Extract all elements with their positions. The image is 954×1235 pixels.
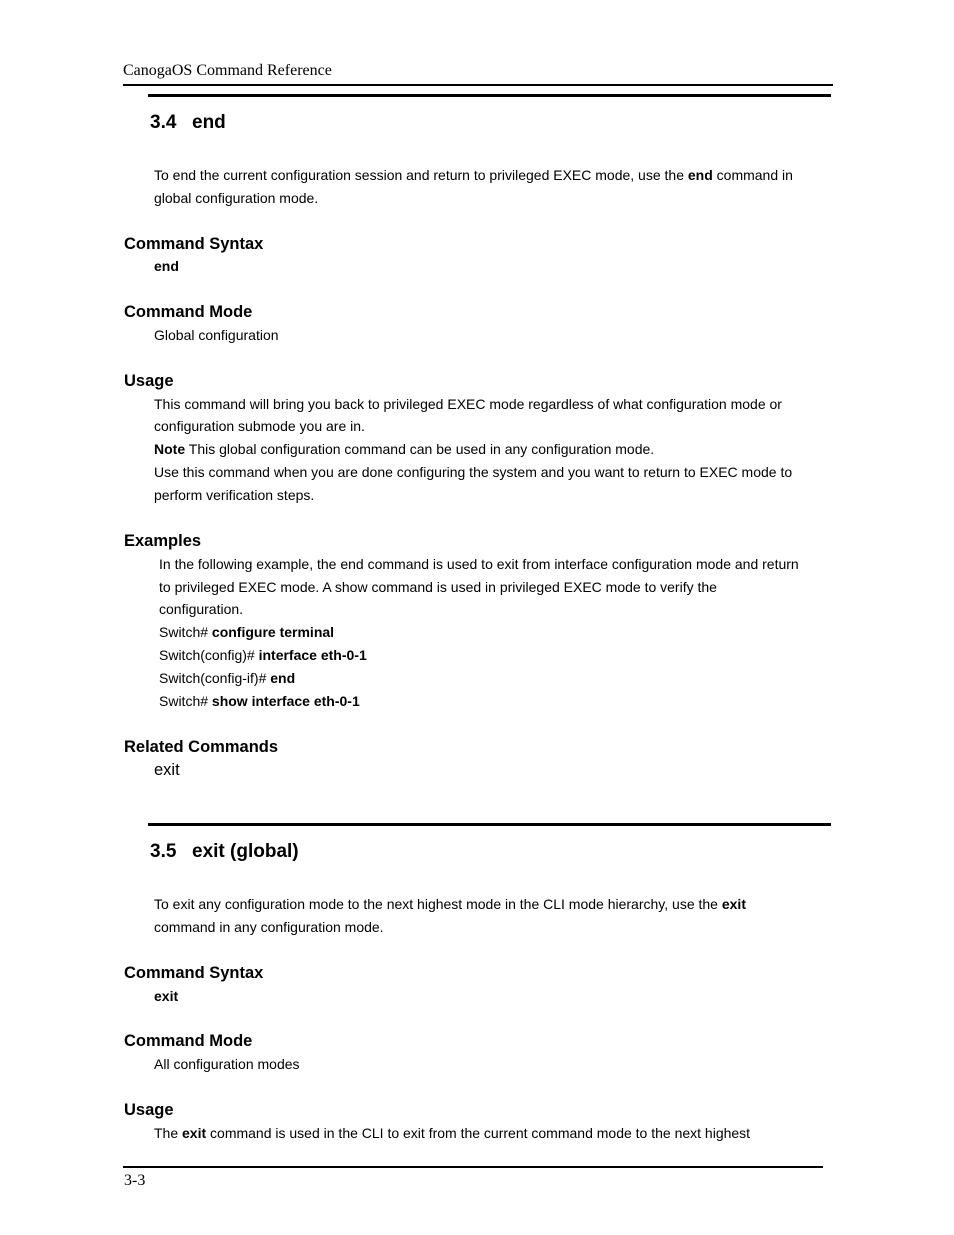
cli-line: [159, 621, 334, 644]
cli-command: configure terminal: [211, 624, 335, 640]
usage-line: configuration submode you are in.: [154, 418, 365, 434]
usage-text-tail: command is used in the CLI to exit from the current command mode to the next highest: [206, 1125, 751, 1141]
command-syntax: exit: [154, 988, 179, 1004]
footer-rule: [123, 1166, 823, 1168]
usage-command: exit: [182, 1125, 207, 1141]
section-heading: [150, 112, 226, 134]
command-syntax-heading: Command Syntax: [124, 235, 264, 253]
section-title: end: [192, 112, 226, 133]
usage-text: The: [154, 1125, 183, 1141]
cli-command: end: [270, 670, 296, 686]
usage-heading: Usage: [124, 372, 174, 390]
examples-line: In the following example, the end command is used to exit from interface configuration mode and return: [159, 556, 799, 572]
section-rule: [148, 94, 831, 97]
intro-paragraph-line2: command in any configuration mode.: [154, 919, 384, 935]
command-mode: Global configuration: [154, 327, 279, 343]
intro-text: To end the current configuration session and return to privileged EXEC mode, use the: [154, 167, 688, 183]
command-mode: All configuration modes: [154, 1056, 300, 1072]
command-mode-heading: Command Mode: [124, 303, 253, 321]
cli-prompt: Switch(config)#: [159, 647, 259, 663]
section-title: exit (global): [192, 841, 299, 862]
intro-command: exit: [721, 896, 746, 912]
cli-prompt: Switch#: [159, 693, 212, 709]
header-rule: [123, 84, 833, 86]
intro-paragraph: [154, 893, 746, 916]
usage-line: This command will bring you back to privileged EXEC mode regardless of what configuration mode or: [154, 396, 782, 412]
section-heading: [150, 841, 299, 863]
page-number: 3-3: [124, 1172, 146, 1189]
intro-text: To exit any configuration mode to the next highest mode in the CLI mode hierarchy, use the: [154, 896, 722, 912]
usage-note: [154, 438, 654, 461]
cli-command: show interface eth-0-1: [211, 693, 360, 709]
cli-prompt: Switch(config-if)#: [159, 670, 271, 686]
intro-command: end: [687, 167, 713, 183]
usage-line: [154, 1122, 750, 1145]
command-syntax-heading: Command Syntax: [124, 964, 264, 982]
cli-line: [159, 667, 295, 690]
intro-text-tail: command in: [712, 167, 793, 183]
related-command: exit: [154, 761, 180, 779]
section-number: 3.5: [150, 841, 177, 862]
usage-line: Use this command when you are done configuring the system and you want to return to EXEC mode to: [154, 464, 793, 480]
intro-paragraph-line2: global configuration mode.: [154, 190, 319, 206]
cli-prompt: Switch#: [159, 624, 212, 640]
usage-heading: Usage: [124, 1101, 174, 1119]
section-number: 3.4: [150, 112, 177, 133]
note-text: This global configuration command can be used in any configuration mode.: [185, 441, 655, 457]
examples-heading: Examples: [124, 532, 202, 550]
intro-paragraph: [154, 164, 793, 187]
note-label: Note: [154, 441, 186, 457]
cli-command: interface eth-0-1: [258, 647, 367, 663]
cli-line: [159, 690, 360, 713]
examples-line: to privileged EXEC mode. A show command is used in privileged EXEC mode to verify the: [159, 579, 717, 595]
command-syntax: end: [154, 258, 179, 274]
running-header: CanogaOS Command Reference: [123, 62, 332, 79]
section-rule: [148, 823, 831, 826]
usage-line: perform verification steps.: [154, 487, 315, 503]
examples-line: configuration.: [159, 601, 244, 617]
related-commands-heading: Related Commands: [124, 738, 279, 756]
command-mode-heading: Command Mode: [124, 1032, 253, 1050]
cli-line: [159, 644, 367, 667]
